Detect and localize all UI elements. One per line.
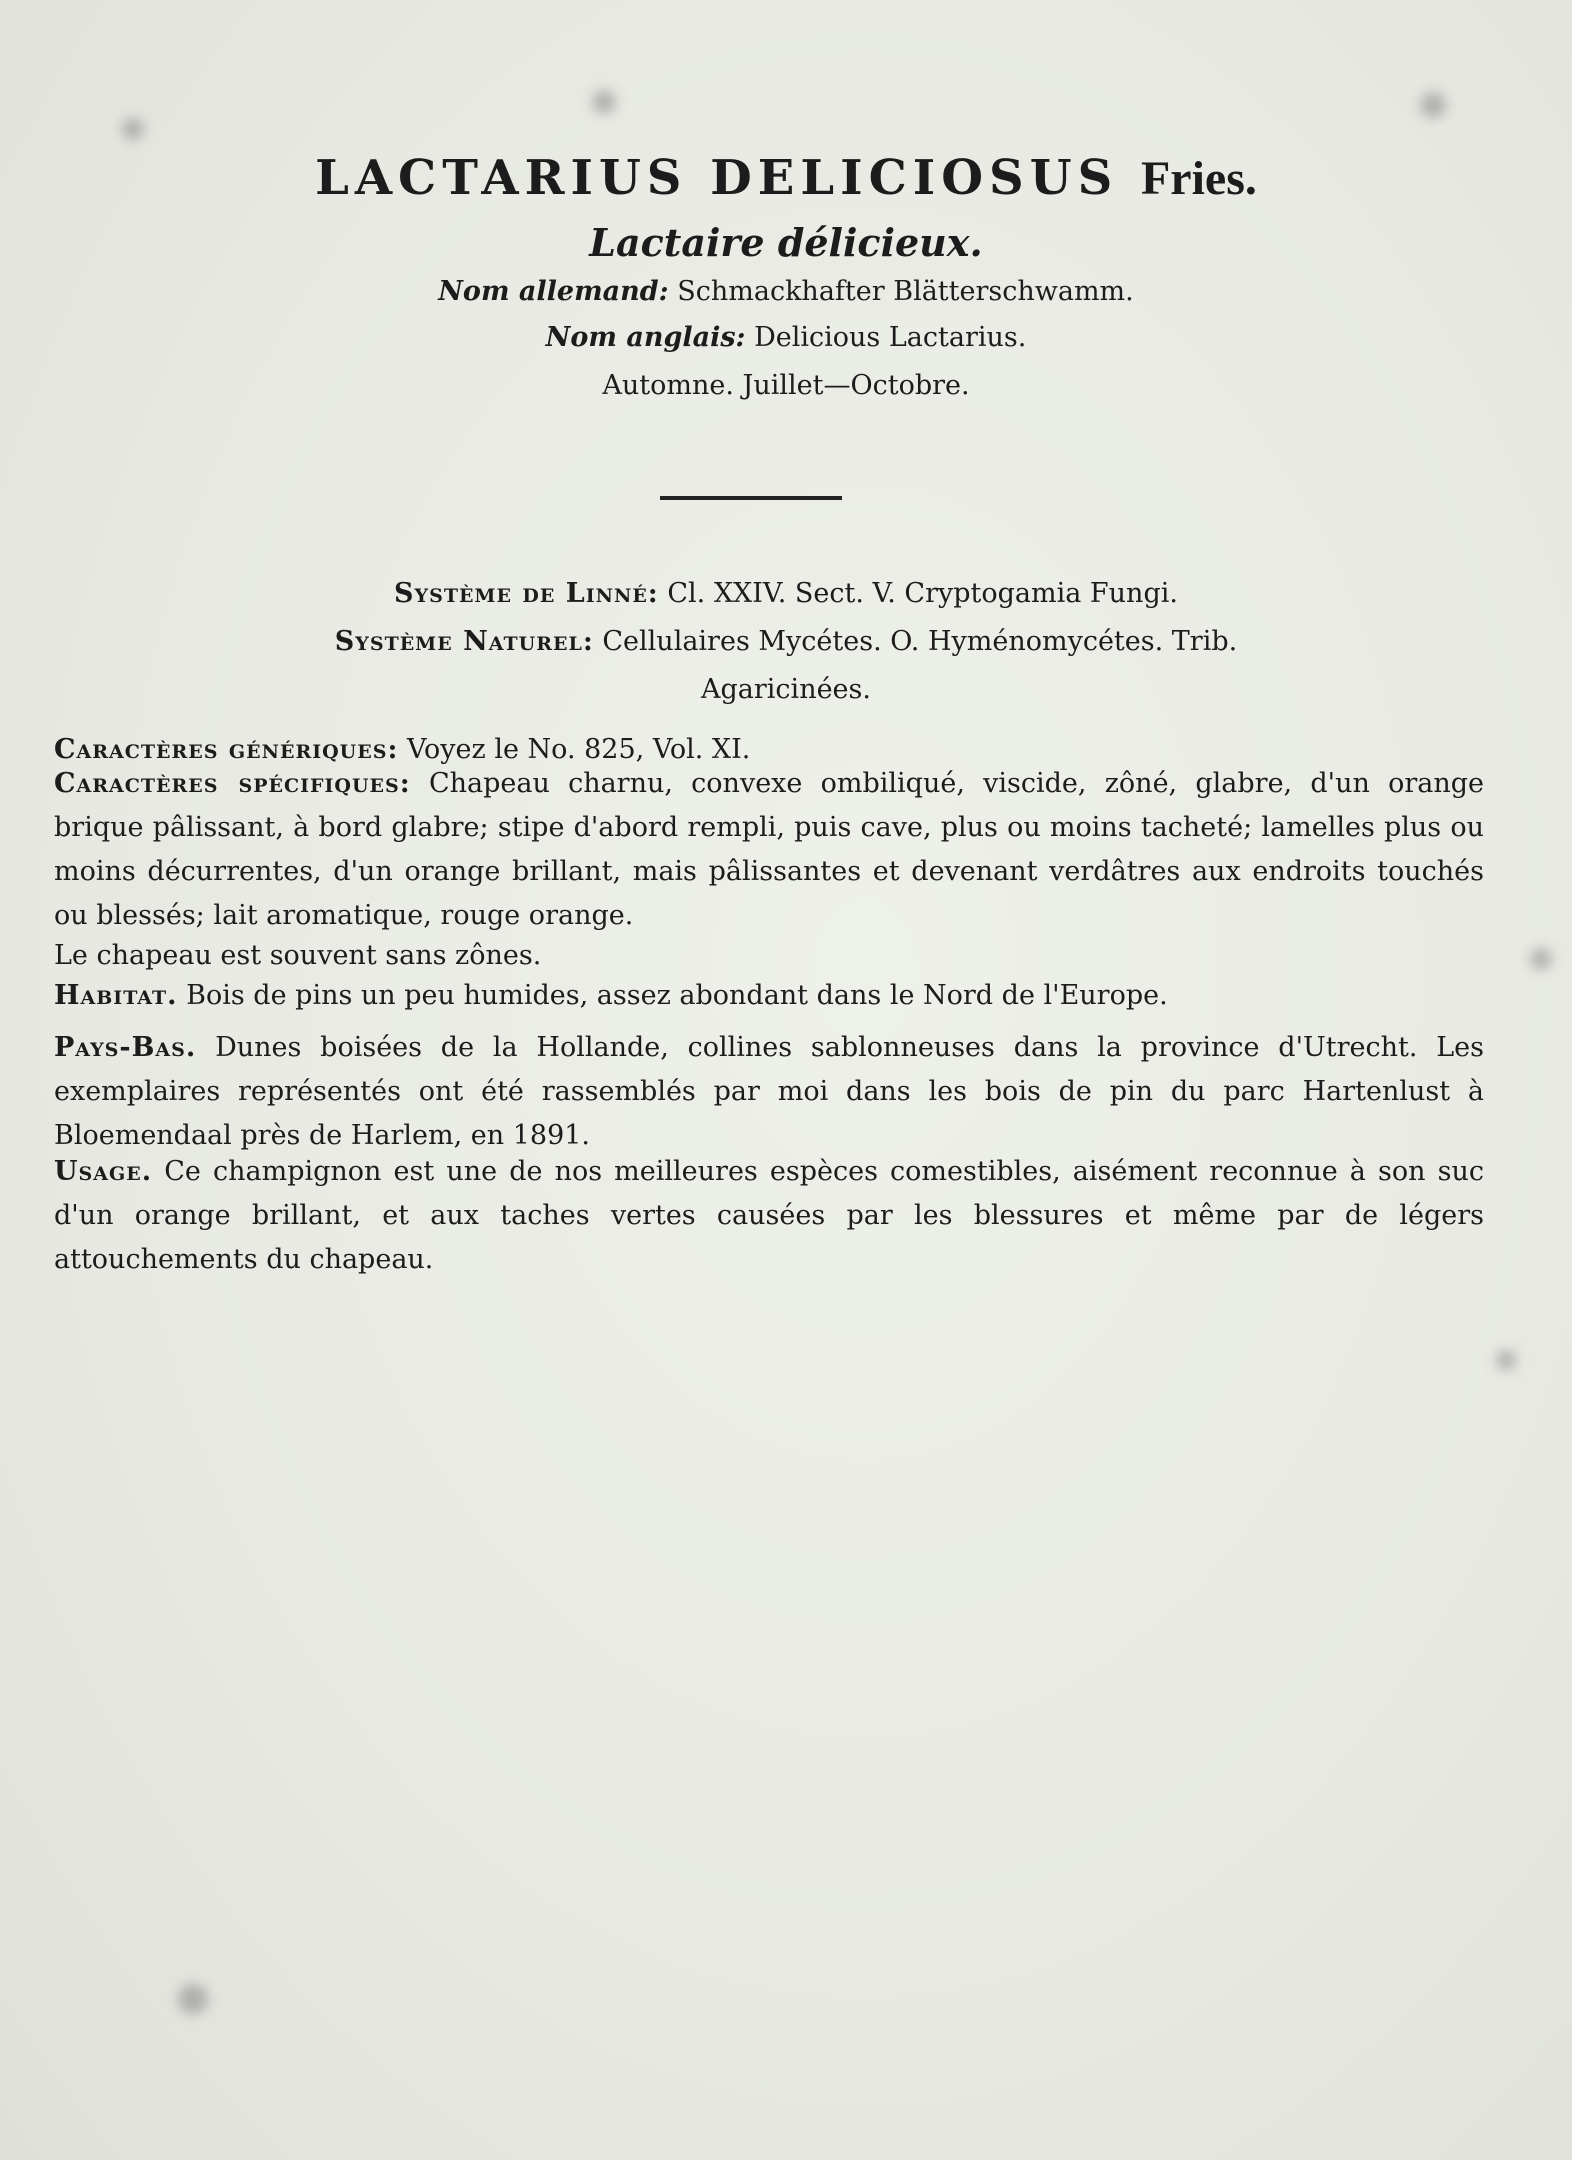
habitat-label: Habitat. — [54, 980, 178, 1011]
habitat-text: Bois de pins un peu humides, assez abondant dans le Nord de l'Europe. — [186, 980, 1168, 1011]
english-name: Delicious Lactarius. — [754, 322, 1027, 353]
foxing-spot — [122, 118, 144, 140]
naturel-label: Système Naturel: — [334, 626, 594, 657]
foxing-spot — [592, 90, 616, 114]
specifiques-label: Caractères spécifiques: — [54, 768, 411, 799]
specific-characters-paragraph — [54, 762, 1484, 938]
usage-text: Ce champignon est une de nos meilleures espèces comestibles, aisément reconnue à son suc d'un orange brillant, et aux taches vertes causées par les blessures et même par de légers attouchements du chapeau. — [54, 1156, 1484, 1275]
generiques-label: Caractères génériques: — [54, 734, 399, 765]
foxing-spot — [1420, 92, 1446, 118]
foxing-spot — [1530, 948, 1552, 970]
cap-note-paragraph — [54, 934, 1484, 978]
habitat-paragraph — [54, 974, 1484, 1018]
natural-system-line — [0, 626, 1572, 657]
english-name-line — [0, 322, 1572, 353]
specifiques-text: Chapeau charnu, convexe ombiliqué, viscide, zôné, glabre, d'un orange brique pâlissant, à bord glabre; stipe d'abord rempli, puis cave, plus ou moins tacheté; lamelles plus ou moins décurrentes, d'un orange brillant, mais pâlissantes et devenant verdâtres aux endroits touchés ou blessés; lait aromatique, rouge orange. — [54, 768, 1484, 931]
natural-system-continuation: Agaricinées. — [701, 674, 871, 705]
german-name: Schmackhafter Blätterschwamm. — [677, 276, 1134, 307]
generiques-text: Voyez le No. 825, Vol. XI. — [407, 734, 751, 765]
german-name-line — [0, 276, 1572, 307]
naturel-text: Cellulaires Mycétes. O. Hyménomycétes. Trib. — [602, 626, 1238, 657]
title-author: Fries. — [1140, 152, 1257, 205]
usage-paragraph — [54, 1150, 1484, 1282]
german-name-label: Nom allemand: — [438, 276, 669, 307]
paysbas-label: Pays-Bas. — [54, 1032, 197, 1063]
foxing-spot — [178, 1984, 208, 2014]
chapeau-text: Le chapeau est souvent sans zônes. — [54, 940, 542, 971]
title-main: LACTARIUS DELICIOSUS — [315, 150, 1119, 206]
linne-system-line — [0, 578, 1572, 609]
linne-label: Système de Linné: — [394, 578, 659, 609]
paysbas-text: Dunes boisées de la Hollande, collines sablonneuses dans la province d'Utrecht. Les exemplaires représentés ont été rassemblés par moi dans les bois de pin du parc Hartenlust à Bloemendaal près de Harlem, en 1891. — [54, 1032, 1484, 1151]
usage-label: Usage. — [54, 1156, 153, 1187]
netherlands-paragraph — [54, 1026, 1484, 1158]
page-subtitle: Lactaire délicieux. — [589, 220, 983, 265]
english-name-label: Nom anglais: — [545, 322, 746, 353]
linne-text: Cl. XXIV. Sect. V. Cryptogamia Fungi. — [667, 578, 1178, 609]
foxing-spot — [1496, 1350, 1516, 1370]
page-title — [0, 150, 1572, 206]
season-line: Automne. Juillet—Octobre. — [602, 370, 970, 401]
section-divider — [660, 496, 842, 500]
